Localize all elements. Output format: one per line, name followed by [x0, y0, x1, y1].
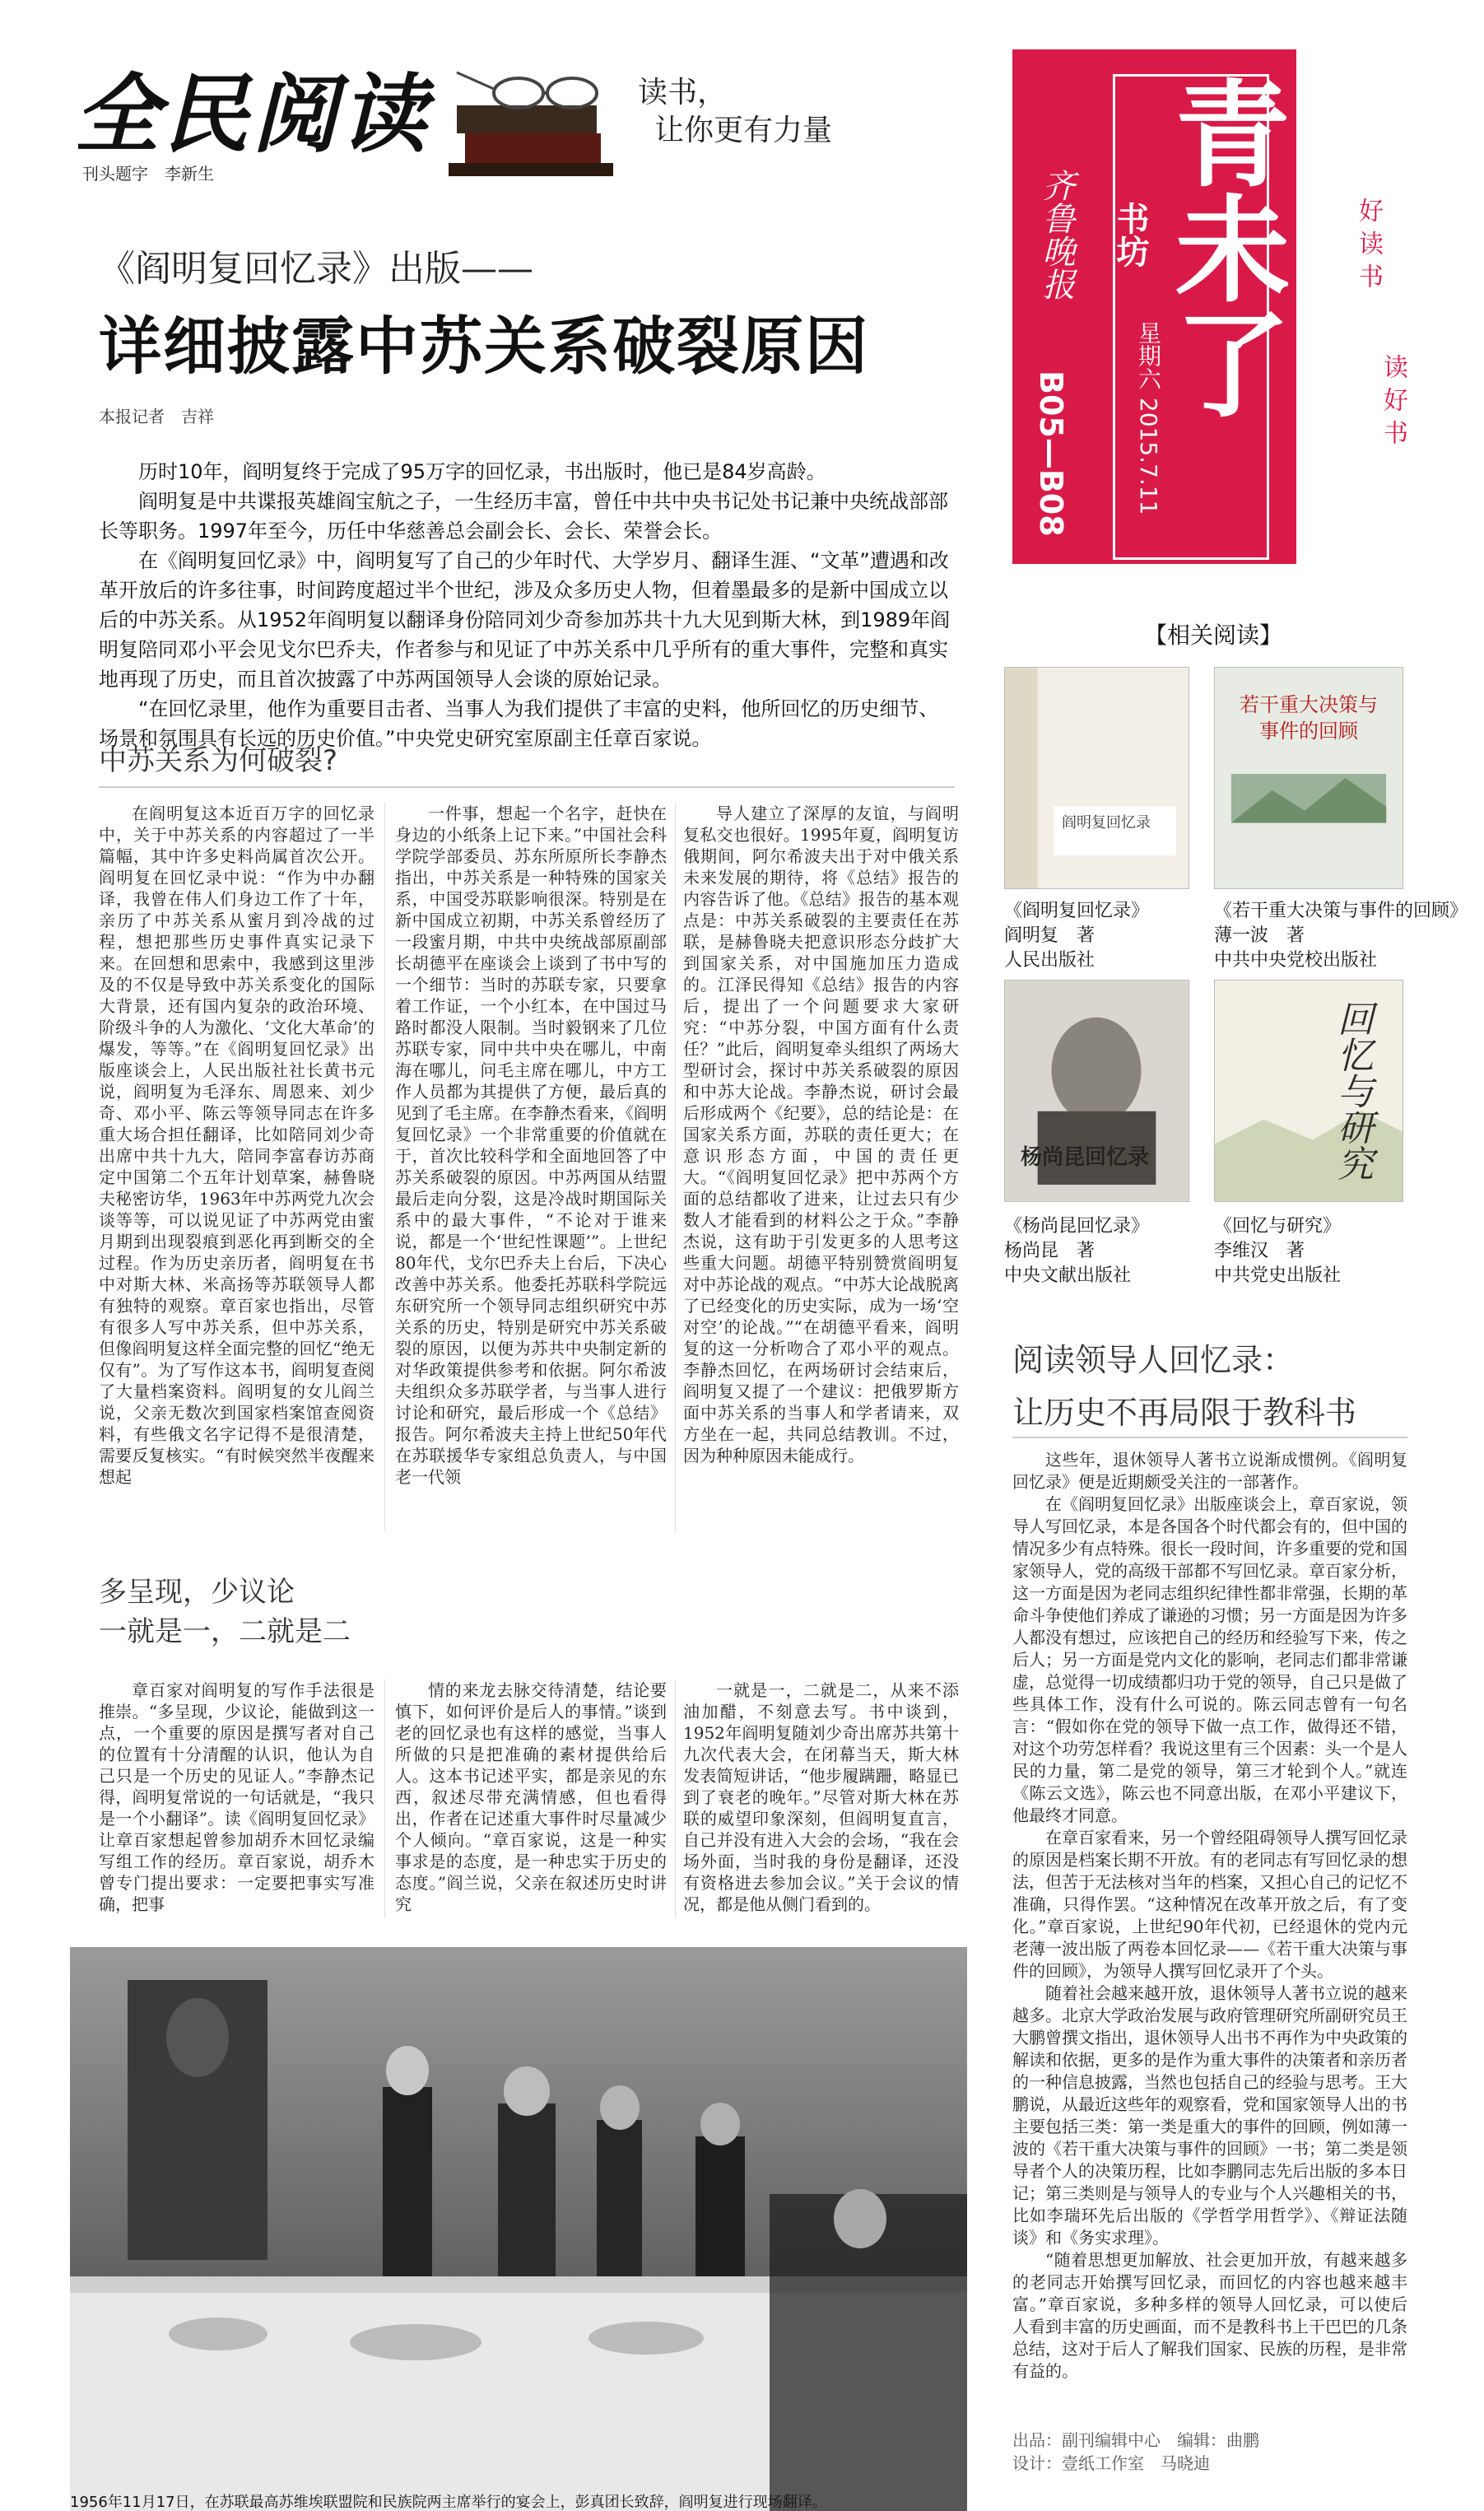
side-tag-read-good: 读好书: [1379, 354, 1407, 453]
historical-photo: [70, 1947, 967, 2511]
section2-heading-line2: 一就是一，二就是二: [99, 1615, 351, 1648]
sidebar-heading-line2: 让历史不再局限于教科书: [1012, 1395, 1357, 1431]
section2-column: 情的来龙去脉交待清楚，结论要慎下，如何评价是后人的事情。”谈到老的回忆录也有这样的感觉，当事人所做的只是把准确的素材提供给后人。这本书记述平实，都是亲见的东西，叙述尽带充满情感，但也看得出，作者在记述重大事件时尽量减少个人倾向。“章百家说，这是一种实事求是的态度，是一种忠实于历史的态度。”阎兰说，父亲在叙述历史时讲究: [395, 1680, 667, 1914]
sidebar-heading-line1: 阅读领导人回忆录：: [1012, 1342, 1295, 1378]
article-intro: [99, 457, 955, 753]
section1-heading: 中苏关系为何破裂?: [99, 744, 338, 777]
masthead-title: 全民阅读: [74, 63, 430, 165]
footer-line1: 出品：副刊编辑中心 编辑：曲鹏: [1012, 2430, 1259, 2450]
book-info: [1004, 899, 1149, 973]
sidebar-paragraph: 在《阎明复回忆录》出版座谈会上，章百家说，领导人写回忆录，本是各国各个时代都会有的，但中国的情况多少有点特殊。很长一段时间，许多重要的党和国家领导人，党的高级干部都不写回忆录。章百家分析，这一方面是因为老同志组织纪律性都非常强，长期的革命斗争使他们养成了谦逊的习惯；另一方面是因为许多人都没有想过，应该把自己的经历和经验写下来，传之后人；另一方面是党内文化的影响，老同志们都非常谦虚，总觉得一切成绩都归功于党的领导，自己只是做了些具体工作，没有什么可说的。陈云同志曾有一句名言：“假如你在党的领导下做一点工作，做得还不错，对这个功劳怎样看？我说这里有三个因素：头一个是人民的力量，第二是党的领导，第三才轮到个人。”就连《陈云文选》，陈云也不同意出版，在邓小平建议下，他最终才同意。: [1012, 1494, 1407, 1825]
column-divider: [384, 803, 385, 1531]
book-name: 《若干重大决策与事件的回顾》: [1214, 901, 1468, 921]
book-cover-yan-mingfu: [1004, 667, 1189, 889]
photo-caption: 1956年11月17日，在苏联最高苏维埃联盟院和民族院两主席举行的宴会上，彭真团长致辞，阎明复进行现场翻译。: [70, 2494, 827, 2511]
page-footer: [1012, 2429, 1259, 2475]
book-author: 李维汉 著: [1214, 1241, 1305, 1261]
section-big-title: 青未了: [1156, 74, 1290, 420]
footer-line2: 设计：壹纸工作室 马晓迪: [1012, 2453, 1210, 2473]
sidebar-paragraph: 随着社会越来越开放，退休领导人著书立说的越来越多。北京大学政治发展与政府管理研究所副研究员王大鹏曾撰文指出，退休领导人出书不再作为中央政策的解读和依据，更多的是作为重大事件的决策者和亲历者的一种信息披露，当然也包括自己的经验与思考。王大鹏说，从最近这些年的观察看，党和国家领导人出的书主要包括三类：第一类是重大的事件的回顾，例如薄一波的《若干重大决策与事件的回顾》一书；第二类是领导者个人的决策历程，比如李鹏同志先后出版的多本日记；第三类则是与领导人的专业与个人兴趣相关的书，比如李瑞环先后出版的《学哲学用哲学》、《辩证法随谈》和《务实求理》。: [1012, 1983, 1407, 2248]
book-info: [1214, 1214, 1341, 1288]
books-glasses-illustration: [440, 48, 626, 179]
masthead-slogan: [638, 74, 832, 150]
article-subhead: 《阎明复回忆录》出版——: [99, 248, 533, 290]
paper-name: 齐鲁晚报: [1037, 169, 1075, 300]
article-headline: 详细披露中苏关系破裂原因: [99, 310, 869, 383]
book-publisher: 人民出版社: [1004, 950, 1096, 971]
section-weekday: 星期六: [1135, 321, 1162, 390]
section1-column: 在阎明复这本近百万字的回忆录中，关于中苏关系的内容超过了一半篇幅，其中许多史料尚属首次公开。阎明复在回忆录中说：“作为中办翻译，我曾在伟人们身边工作了十年，亲历了中苏关系从蜜月到冷战的过程，想把那些历史事件真实记录下来。在回想和思索中，我感到这里涉及的不仅是导致中苏关系变化的国际大背景，还有国内复杂的政治环境、阶级斗争的人为激化、‘文化大革命’的爆发，等等。”在《阎明复回忆录》出版座谈会上，人民出版社社长黄书元说，阎明复为毛泽东、周恩来、刘少奇、邓小平、陈云等领导同志在许多重大场合担任翻译，比如陪同刘少奇出席中共十九大，陪同李富春访苏商定中国第二个五年计划草案，赫鲁晓夫秘密访华，1963年中苏两党九次会谈等等，可以说见证了中苏两党由蜜月期到出现裂痕到恶化再到断交的全过程。作为历史亲历者，阎明复在书中对斯大林、米高扬等苏联领导人都有独特的观察。章百家也指出，尽管有很多人写中苏关系，但中苏关系，但像阎明复这样全面完整的回忆“绝无仅有”。为了写作这本书，阎明复查阅了大量档案资料。阎明复的女儿阎兰说，父亲无数次到国家档案馆查阅资料，有些俄文名字记得不是很清楚，需要反复核实。“有时候突然半夜醒来想起: [99, 804, 374, 1487]
book-author: 阎明复 著: [1004, 925, 1096, 946]
section1-column: 导人建立了深厚的友谊，与阎明复私交也很好。1995年夏，阎明复访俄期间，阿尔希波夫出于对中俄关系未来发展的期待，将《总结》报告的内容告诉了他。《总结》报告的基本观点是：中苏关系破裂的主要责任在苏联，是赫鲁晓夫把意识形态分歧扩大到国家关系，对中国施加压力造成的。江泽民得知《总结》报告的内容后，提出了一个问题要求大家研究：“中苏分裂，中国方面有什么责任？”此后，阎明复牵头组织了两场大型研讨会，探讨中苏关系破裂的原因和中苏大论战。李静杰说，研讨会最后形成两个《纪要》，总的结论是：在国家关系方面，苏联的责任更大；在意识形态方面，中国的责任更大。“《阎明复回忆录》把中苏两个方面的总结都收了进来，让过去只有少数人才能看到的材料公之于众。”李静杰说，这有助于引发更多的人思考这些重大问题。胡德平特别赞赏阎明复对中苏论战的观点。“中苏大论战脱离了已经变化的历史实际，成为一场‘空对空’的论战。”“在胡德平看来，阎明复的这一分析吻合了邓小平的观点。李静杰回忆，在两场研讨会结束后，阎明复又提了一个建议：把俄罗斯方面中苏关系的当事人和学者请来，双方坐在一起，共同总结教训。不过，因为种种原因未能成行。: [683, 804, 959, 1465]
sidebar-body: [1012, 1449, 1407, 2404]
book-cover-title: 阎明复回忆录: [1062, 814, 1151, 832]
section2-column: 章百家对阎明复的写作手法很是推崇。“多呈现，少议论，能做到这一点，一个重要的原因是撰写者对自己的位置有十分清醒的认识，他认为自己只是一个历史的见证人。”李静杰记得，阎明复常说的一句话就是，“我只是一个小翻译”。读《阎明复回忆录》让章百家想起曾参加胡乔木回忆录编写组工作的经历。章百家说，胡乔木曾专门提出要求：一定要把事实写准确，把事: [99, 1680, 374, 1914]
book-cover-title: 回忆与研究: [1331, 1000, 1373, 1181]
book-info: [1214, 899, 1468, 973]
column-divider: [384, 1679, 385, 1918]
section1-rule: [99, 786, 955, 788]
sidebar-heading: [1012, 1334, 1356, 1439]
book-cover-title: 若干重大决策与事件的回顾: [1240, 693, 1378, 743]
book-publisher: 中共党史出版社: [1214, 1265, 1342, 1286]
intro-paragraph: “在回忆录里，他作为重要目击者、当事人为我们提供了丰富的史料，他所回忆的历史细节、场景和氛围具有长远的历史价值。”中央党史研究室原副主任章百家说。: [99, 697, 939, 750]
book-publisher: 中共中央党校出版社: [1214, 950, 1378, 971]
book-publisher: 中央文献出版社: [1004, 1265, 1132, 1286]
section-date: [1132, 321, 1165, 515]
book-name: 《阎明复回忆录》: [1004, 901, 1150, 921]
section-pages: B05—B08: [1033, 370, 1069, 537]
section-date-value: 2015.7.11: [1135, 397, 1162, 515]
book-cover-title: 杨尚昆回忆录: [1021, 1145, 1150, 1170]
section2-heading-line1: 多呈现，少议论: [99, 1576, 295, 1609]
sidebar-paragraph: 在章百家看来，另一个曾经阻碍领导人撰写回忆录的原因是档案长期不开放。有的老同志有写回忆录的想法，但苦于无法核对当年的档案，又担心自己的记忆不准确，只得作罢。“这种情况在改革开放之后，有了变化。”章百家说，上世纪90年代初，已经退休的党内元老薄一波出版了两卷本回忆录——《若干重大决策与事件的回顾》，为领导人撰写回忆录开了个头。: [1012, 1828, 1407, 1981]
intro-paragraph: 历时10年，阎明复终于完成了95万字的回忆录，书出版时，他已是84岁高龄。: [138, 460, 826, 483]
masthead-credit: 刊头题字 李新生: [82, 164, 214, 184]
section2-heading: [99, 1572, 351, 1651]
intro-paragraph: 在《阎明复回忆录》中，阎明复写了自己的少年时代、大学岁月、翻译生涯、“文革”遭遇和改革开放后的许多往事，时间跨度超过半个世纪，涉及众多历史人物，但着墨最多的是新中国成立以后的中苏关系。从1952年阎明复以翻译身份陪同刘少奇参加苏共十九大见到斯大林，到1989年阎明复陪同邓小平会见戈尔巴乔夫，作者参与和见证了中苏关系中几乎所有的重大事件，完整和真实地再现了历史，而且首次披露了中苏两国领导人会谈的原始记录。: [99, 549, 951, 691]
slogan-line2: 让你更有力量: [654, 114, 833, 147]
section1-column: 一件事，想起一个名字，赶快在身边的小纸条上记下来。”中国社会科学院学部委员、苏东所原所长李静杰指出，中苏关系是一种特殊的国家关系，中国受苏联影响很深。特别是在新中国成立初期，中苏关系曾经历了一段蜜月期，中共中央统战部原副部长胡德平在座谈会上谈到了书中写的一个细节：当时的苏联专家，只要拿着工作证，一个小红本，在中国过马路时都没人限制。当时毅钢来了几位苏联专家，同中共中央在哪儿，中南海在哪儿，问毛主席在哪儿，中方工作人员都为其提供了方便，最后真的见到了毛主席。在李静杰看来，《阎明复回忆录》一个非常重要的价值就在于，首次比较科学和全面地回答了中苏关系破裂的原因。中苏两国从结盟最后走向分裂，这是冷战时期国际关系中的最大事件，“不论对于谁来说，都是一个‘世纪性课题’”。上世纪80年代，戈尔巴乔夫上台后，下决心改善中苏关系。他委托苏联科学院远东研究所一个领导同志组织研究中苏关系的历史，特别是研究中苏关系破裂的原因，以便为苏共中央制定新的对华政策提供参考和依据。阿尔希波夫组织众多苏联学者，与当事人进行讨论和研究，最后形成一个《总结》报告。阿尔希波夫主持上世纪50年代在苏联援华专家组总负责人，与中国老一代领: [395, 804, 667, 1487]
sidebar-rule: [1012, 1437, 1407, 1438]
related-reading-title: 【相关阅读】: [1144, 622, 1283, 649]
intro-paragraph: 阎明复是中共谍报英雄阎宝航之子，一生经历丰富，曾任中共中央书记处书记兼中央统战部部长等职务。1997年至今，历任中华慈善总会副会长、会长、荣誉会长。: [99, 490, 948, 543]
book-author: 杨尚昆 著: [1004, 1241, 1096, 1261]
section-column-name: 书坊: [1111, 202, 1150, 268]
article-byline: 本报记者 吉祥: [99, 407, 214, 426]
column-divider: [675, 803, 676, 1531]
sidebar-paragraph: “随着思想更加解放、社会更加开放，有越来越多的老同志开始撰写回忆录，而回忆的内容也越来越丰富。”章百家说，多种多样的领导人回忆录，可以使后人看到丰富的历史画面，而不是教科书上干巴巴的几条总结，这对于后人了解我们国家、民族的历程，是非常有益的。: [1012, 2250, 1407, 2381]
slogan-line1: 读书，: [638, 76, 728, 109]
sidebar-paragraph: 这些年，退休领导人著书立说渐成惯例。《阎明复回忆录》便是近期颇受关注的一部著作。: [1012, 1450, 1407, 1492]
book-info: [1004, 1214, 1149, 1288]
section2-column: 一就是一，二就是二，从来不添油加醋，不刻意去写。书中谈到，1952年阎明复随刘少奇出席苏共第十九次代表大会，在闭幕当天，斯大林发表简短讲话，“他步履蹒跚，略显已到了衰老的晚年。”尽管对斯大林在苏联的威望印象深刻，但阎明复直言，自己并没有进入大会的会场，“我在会场外面，当时我的身份是翻译，还没有资格进去参加会议。”关于会议的情况，都是他从侧门看到的。: [683, 1680, 959, 1914]
book-author: 薄一波 著: [1214, 925, 1305, 946]
book-name: 《杨尚昆回忆录》: [1004, 1216, 1150, 1237]
column-divider: [675, 1679, 676, 1918]
side-tag-good-reading: 好读书: [1354, 198, 1383, 296]
book-name: 《回忆与研究》: [1214, 1216, 1342, 1237]
